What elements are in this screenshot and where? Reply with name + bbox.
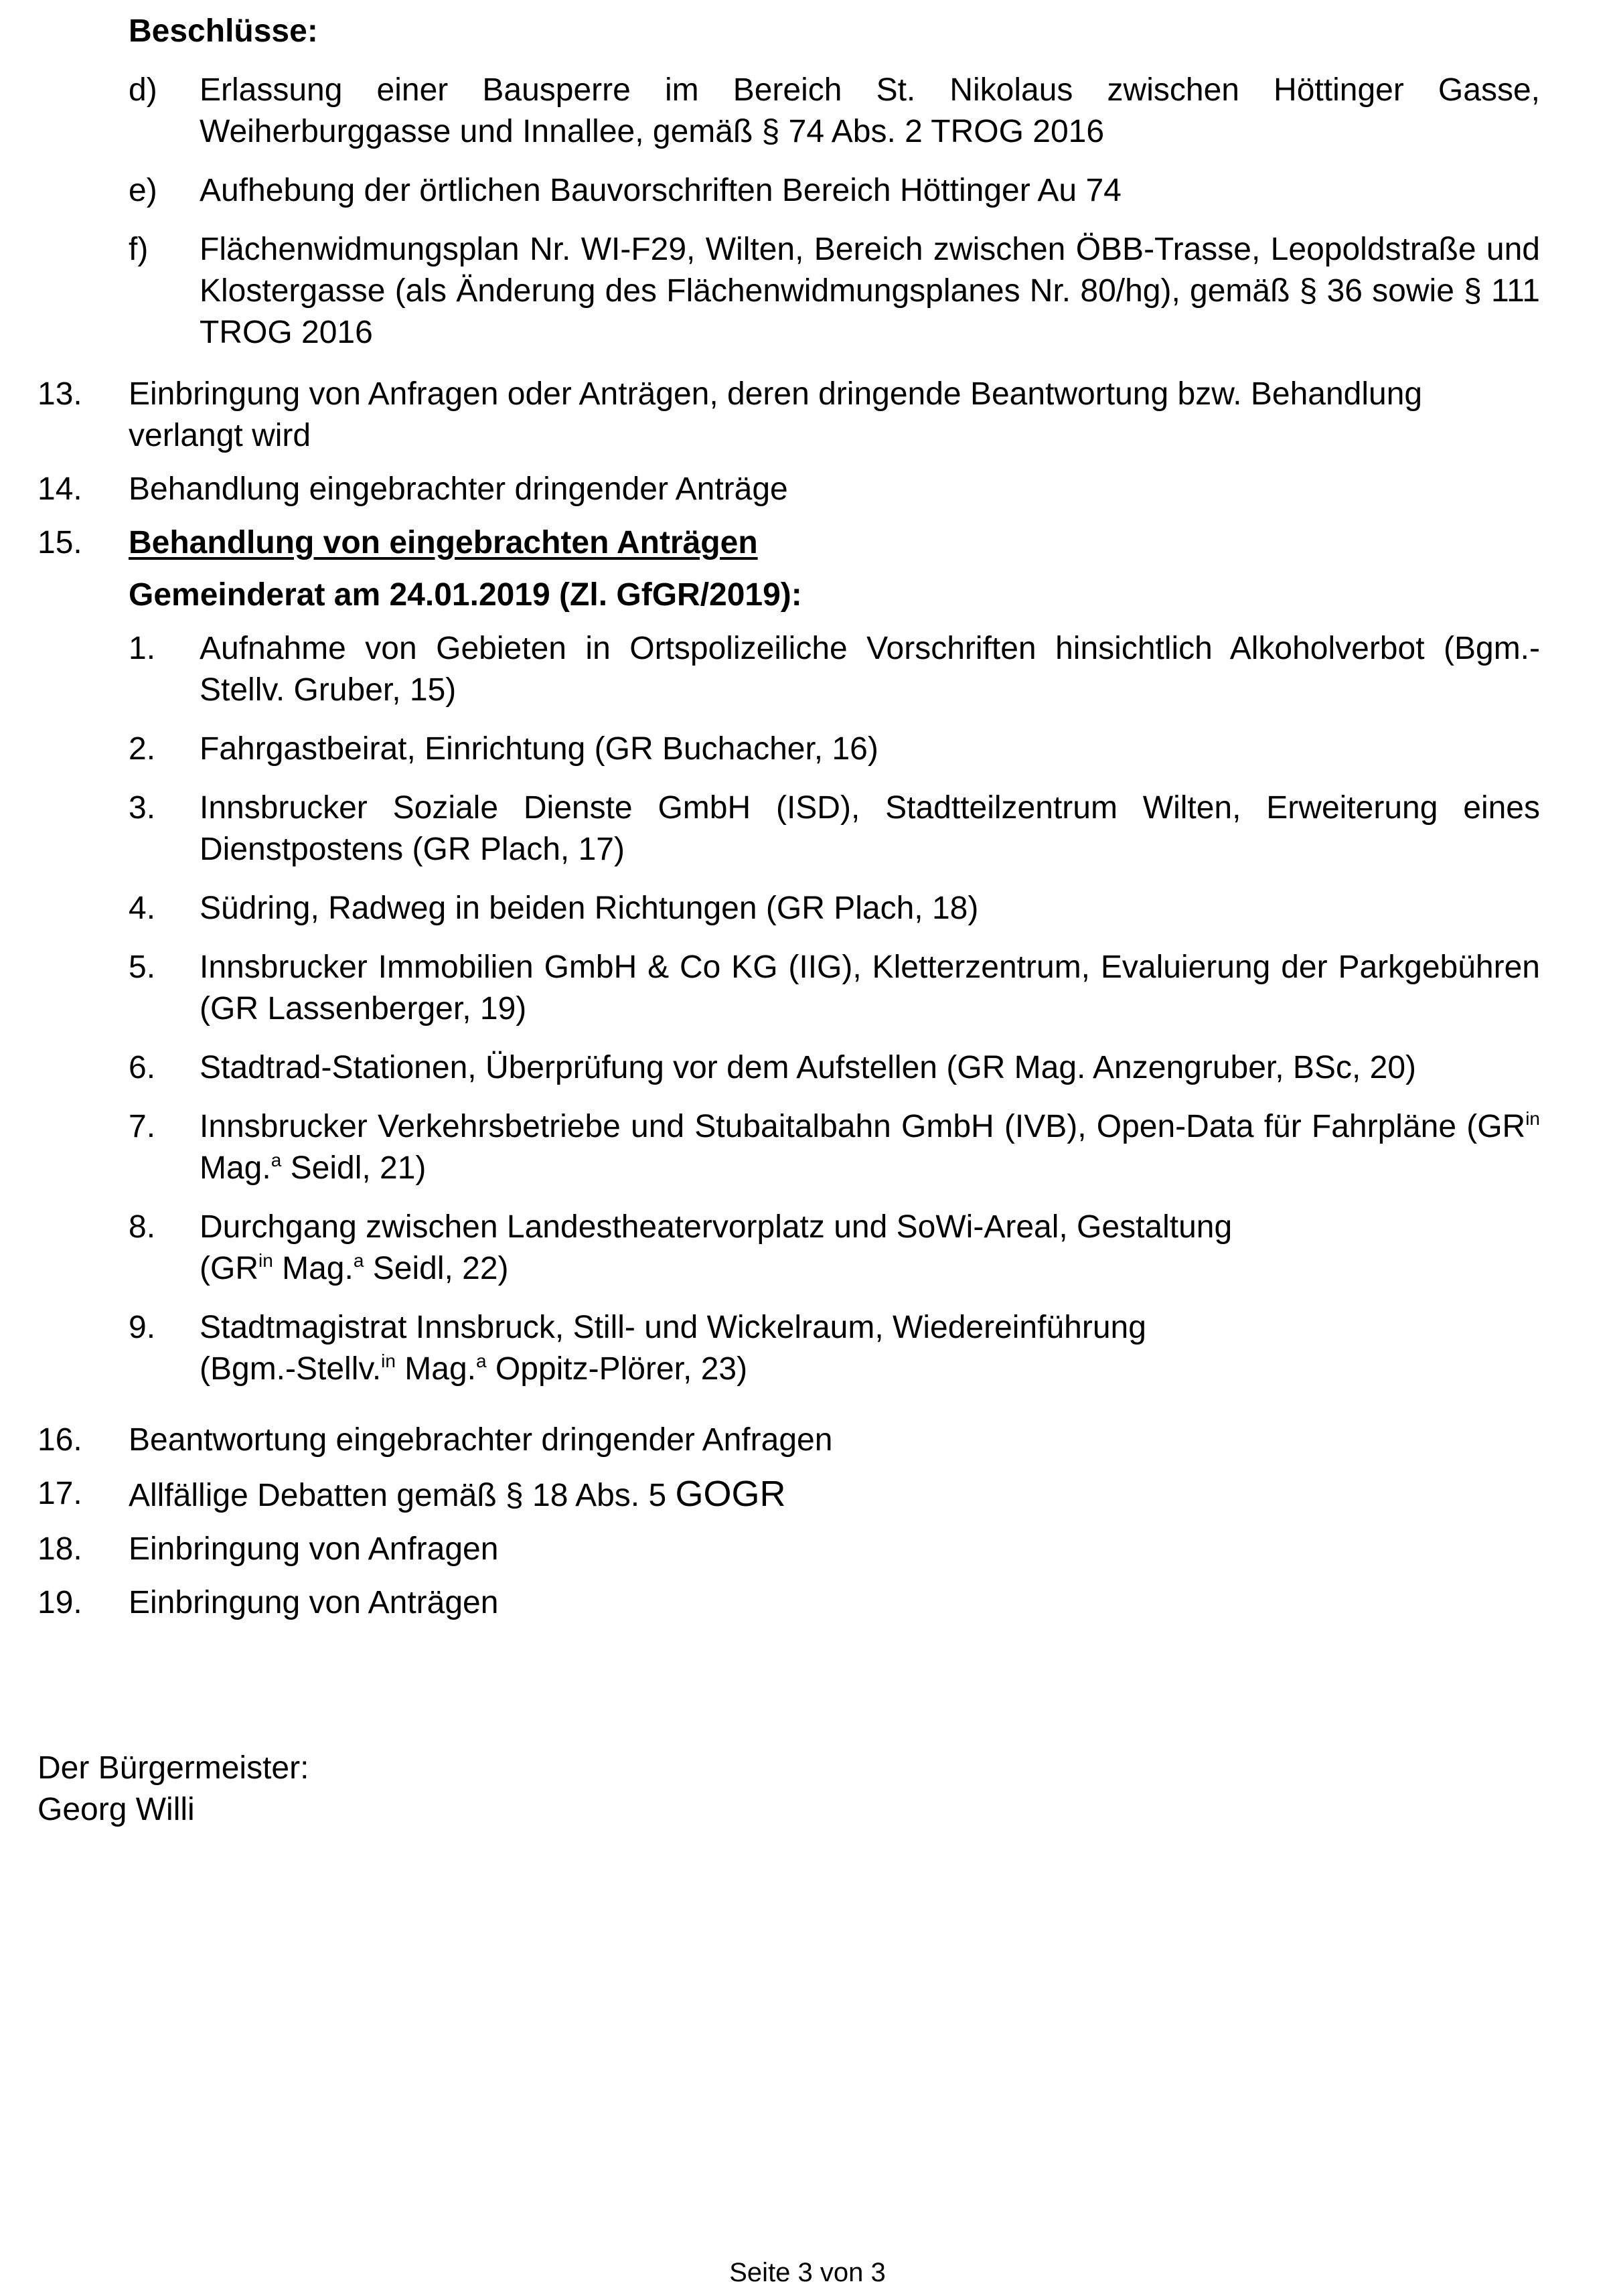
agenda-text: Behandlung eingebrachter dringender Anträge: [129, 471, 788, 507]
agenda-number: 14.: [37, 471, 82, 507]
agenda-number: 19.: [37, 1585, 82, 1620]
agenda-item: [37, 1582, 1540, 1624]
text-segment: Innsbrucker Verkehrsbetriebe und Stubaitalbahn GmbH (IVB), Open-Data für Fahrpläne (GR: [200, 1109, 1526, 1144]
superscript: in: [258, 1250, 273, 1271]
decisions-heading: Beschlüsse:: [129, 13, 318, 49]
list-marker: 9.: [129, 1310, 156, 1345]
list-marker: 6.: [129, 1050, 156, 1085]
agenda-number: 15.: [37, 525, 82, 560]
list-item-text: Flächenwidmungsplan Nr. WI-F29, Wilten, Bereich zwischen ÖBB-Trasse, Leopoldstraße und Klostergasse (als Änderung des Flächenwidmungsplanes Nr. 80/hg), gemäß § 36 sowie § 111 TROG 2016: [200, 232, 1540, 350]
text-segment: (GR: [200, 1251, 258, 1286]
motions-list: [129, 628, 1540, 1390]
agenda-list: [37, 374, 1540, 1636]
text-segment: Oppitz-Plörer, 23): [486, 1351, 748, 1387]
agenda-text: Beantwortung eingebrachter dringender Anfragen: [129, 1422, 833, 1458]
list-item: [129, 170, 1540, 212]
agenda-item: [37, 469, 1540, 510]
text-line: Stadtmagistrat Innsbruck, Still- und Wickelraum, Wiedereinführung: [200, 1310, 1146, 1345]
superscript: in: [381, 1351, 396, 1371]
text-segment: Mag.: [395, 1351, 476, 1387]
list-marker: 1.: [129, 631, 156, 666]
agenda-item: [37, 522, 1540, 1407]
page-number: Seite 3 von 3: [729, 2258, 886, 2287]
agenda-number: 16.: [37, 1422, 82, 1458]
text-line: [200, 1248, 1540, 1290]
text-segment: Mag.: [200, 1150, 271, 1186]
list-item-text: Fahrgastbeirat, Einrichtung (GR Buchacher, 16): [200, 731, 878, 767]
list-item-text: Südring, Radweg in beiden Richtungen (GR Plach, 18): [200, 891, 979, 926]
superscript: in: [1525, 1108, 1540, 1129]
agenda-item: [37, 1529, 1540, 1570]
text-segment: Seidl, 21): [281, 1150, 427, 1186]
list-item: [129, 1307, 1540, 1390]
agenda-number: 18.: [37, 1531, 82, 1567]
signature-name: Georg Willi: [37, 1792, 195, 1827]
agenda-number: 13.: [37, 376, 82, 412]
signature-title: Der Bürgermeister:: [37, 1750, 309, 1786]
text-segment: Seidl, 22): [364, 1251, 509, 1286]
superscript: a: [353, 1250, 364, 1271]
list-marker: 2.: [129, 731, 156, 767]
list-marker: 8.: [129, 1209, 156, 1245]
agenda-section-title: Behandlung von eingebrachten Anträgen: [129, 525, 758, 560]
list-item-text: Aufhebung der örtlichen Bauvorschriften Bereich Höttinger Au 74: [200, 173, 1122, 208]
agenda-item-body: [129, 522, 1540, 1407]
list-marker: d): [129, 72, 157, 108]
list-item: [129, 947, 1540, 1030]
list-item-text: [200, 1106, 1540, 1189]
list-marker: 5.: [129, 949, 156, 985]
text-line: [200, 1349, 1540, 1390]
text-segment: GOGR: [675, 1474, 786, 1514]
list-marker: e): [129, 173, 157, 208]
agenda-text: Einbringung von Anträgen: [129, 1585, 499, 1620]
meeting-reference: Gemeinderat am 24.01.2019 (Zl. GfGR/2019):: [129, 577, 802, 613]
list-item: [129, 787, 1540, 870]
list-item-text: Stadtrad-Stationen, Überprüfung vor dem Aufstellen (GR Mag. Anzengruber, BSc, 20): [200, 1050, 1416, 1085]
agenda-text: [129, 1473, 1540, 1517]
text-segment: (Bgm.-Stellv.: [200, 1351, 382, 1387]
list-marker: 7.: [129, 1109, 156, 1144]
text-segment: Mag.: [273, 1251, 354, 1286]
list-item-text: Aufnahme von Gebieten in Ortspolizeiliche Vorschriften hinsichtlich Alkoholverbot (Bgm.-Stellv. Gruber, 15): [200, 631, 1540, 708]
signature-block: [37, 1748, 309, 1831]
agenda-item: [37, 1420, 1540, 1461]
agenda-text: Einbringung von Anfragen oder Anträgen, deren dringende Beantwortung bzw. Behandlung verlangt wird: [129, 376, 1423, 453]
list-item: [129, 1106, 1540, 1189]
agenda-text: Einbringung von Anfragen: [129, 1531, 499, 1567]
list-item-text: [200, 1307, 1540, 1390]
list-item: [129, 729, 1540, 770]
superscript: a: [271, 1150, 282, 1170]
text-line: Durchgang zwischen Landestheatervorplatz und SoWi-Areal, Gestaltung: [200, 1209, 1233, 1245]
list-marker: 4.: [129, 891, 156, 926]
agenda-item: [37, 1473, 1540, 1517]
list-item: [129, 888, 1540, 929]
agenda-number: 17.: [37, 1476, 82, 1511]
agenda-item: [37, 374, 1540, 457]
list-item-text: Erlassung einer Bausperre im Bereich St. Nikolaus zwischen Höttinger Gasse, Weiherburggasse und Innallee, gemäß § 74 Abs. 2 TROG 2016: [200, 72, 1540, 149]
list-marker: f): [129, 232, 149, 267]
list-item: [129, 229, 1540, 354]
list-item-text: Innsbrucker Soziale Dienste GmbH (ISD), Stadtteilzentrum Wilten, Erweiterung eines Dienstpostens (GR Plach, 17): [200, 790, 1540, 867]
list-item-text: [200, 1207, 1540, 1290]
list-item: [129, 1207, 1540, 1290]
decisions-list: [129, 70, 1540, 371]
superscript: a: [476, 1351, 487, 1371]
list-item: [129, 70, 1540, 153]
list-item-text: Innsbrucker Immobilien GmbH & Co KG (IIG), Kletterzentrum, Evaluierung der Parkgebühren (GR Lassenberger, 19): [200, 949, 1540, 1026]
list-item: [129, 1047, 1540, 1089]
text-segment: Allfällige Debatten gemäß § 18 Abs. 5: [129, 1478, 676, 1513]
list-marker: 3.: [129, 790, 156, 826]
list-item: [129, 628, 1540, 711]
